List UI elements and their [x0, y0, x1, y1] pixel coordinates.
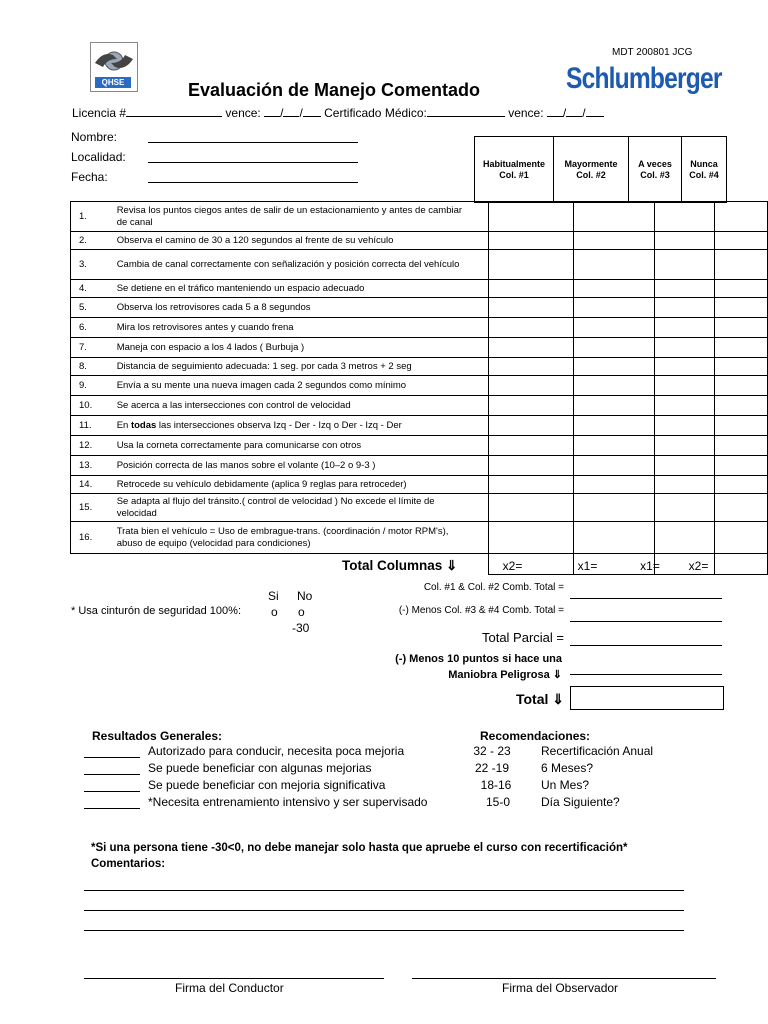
score-cell-col2[interactable]: [574, 436, 655, 456]
score-cell-col3[interactable]: [654, 232, 714, 250]
table-row: [71, 494, 768, 522]
comb12-field[interactable]: [570, 598, 722, 599]
multiplier-col4: x2=: [688, 559, 709, 573]
firma-conductor-label: Firma del Conductor: [175, 981, 284, 995]
score-cell-col2[interactable]: [574, 416, 655, 436]
vence-month-field[interactable]: [283, 105, 299, 117]
table-row: [71, 250, 768, 280]
licencia-field[interactable]: [126, 105, 222, 117]
comentarios-line-1[interactable]: [84, 890, 684, 891]
score-cell-col4[interactable]: [714, 358, 767, 376]
resultado-check-4[interactable]: [84, 808, 140, 809]
score-cell-col3[interactable]: [654, 416, 714, 436]
score-cell-col3[interactable]: [654, 202, 714, 232]
item-number: 13.: [71, 456, 113, 476]
comentarios-label: Comentarios:: [91, 858, 166, 870]
score-cell-col2[interactable]: [574, 250, 655, 280]
item-text: Posición correcta de las manos sobre el volante (10–2 o 9-3 ): [113, 456, 489, 476]
menos10-field[interactable]: [570, 674, 722, 675]
vence-label: vence:: [225, 106, 261, 120]
column-header-table: [474, 136, 727, 203]
score-cell-col4[interactable]: [714, 416, 767, 436]
score-cell-col4[interactable]: [714, 376, 767, 396]
score-cell-col2[interactable]: [574, 376, 655, 396]
table-row: [71, 298, 768, 318]
item-number: 15.: [71, 494, 113, 522]
menos10-label: (-) Menos 10 puntos si hace una: [395, 653, 562, 665]
score-cell-col4[interactable]: [714, 494, 767, 522]
table-row: [71, 280, 768, 298]
item-text: Mira los retrovisores antes y cuando frena: [113, 318, 489, 338]
item-number: 4.: [71, 280, 113, 298]
score-cell-col1[interactable]: [489, 250, 574, 280]
score-cell-col4[interactable]: [714, 436, 767, 456]
column-header-1: Habitualmente Col. #1: [475, 137, 554, 203]
nombre-field[interactable]: [148, 142, 358, 143]
score-cell-col1[interactable]: [489, 376, 574, 396]
resultado-3: Se puede beneficiar con mejoria significativa: [148, 778, 386, 792]
fecha-label: Fecha:: [71, 170, 108, 184]
vence2-month-field[interactable]: [566, 105, 582, 117]
table-row: [71, 476, 768, 494]
certificado-label: Certificado Médico:: [324, 106, 427, 120]
rec-range-4: 15-0: [485, 795, 511, 809]
column-header-2: Mayormente Col. #2: [554, 137, 629, 203]
score-cell-col4[interactable]: [714, 202, 767, 232]
vence-label-2: vence:: [508, 106, 544, 120]
rec-range-1: 32 - 23: [473, 744, 511, 758]
item-number: 5.: [71, 298, 113, 318]
item-text: Revisa los puntos ciegos antes de salir de un estacionamiento y antes de cambiar de canal: [113, 202, 489, 232]
vence-day-field[interactable]: [264, 105, 280, 117]
score-cell-col3[interactable]: [654, 476, 714, 494]
resultado-check-1[interactable]: [84, 757, 140, 758]
score-cell-col2[interactable]: [574, 338, 655, 358]
item-text: Trata bien el vehículo = Uso de embrague-trans. (coordinación / motor RPM's), abuso de equipo (velocidad para condiciones): [113, 522, 489, 554]
seatbelt-si-option[interactable]: o: [271, 605, 278, 619]
item-text: Se adapta al flujo del tránsito.( control de velocidad ) No excede el límite de velocidad: [113, 494, 489, 522]
score-cell-col4[interactable]: [714, 280, 767, 298]
item-text: Cambia de canal correctamente con señalización y posición correcta del vehículo: [113, 250, 489, 280]
multiplier-col2: x1=: [577, 559, 598, 573]
date-separator: /: [280, 106, 284, 120]
item-text-post: las intersecciones observa Izq - Der - Izq o Der - Izq - Der: [156, 419, 402, 431]
nombre-label: Nombre:: [71, 130, 118, 144]
vence-year-field[interactable]: [303, 105, 321, 117]
score-cell-col4[interactable]: [714, 298, 767, 318]
score-cell-col3[interactable]: [654, 376, 714, 396]
score-cell-col4[interactable]: [714, 250, 767, 280]
comb34-field[interactable]: [570, 621, 722, 622]
score-cell-col4[interactable]: [714, 476, 767, 494]
rec-range-3: 18-16: [480, 778, 512, 792]
table-row: [71, 416, 768, 436]
item-text: Envía a su mente una nueva imagen cada 2 segundos como mínimo: [113, 376, 489, 396]
resultado-2: Se puede beneficiar con algunas mejorias: [148, 761, 372, 775]
date-separator: /: [299, 106, 303, 120]
item-number: 8.: [71, 358, 113, 376]
comb34-label: (-) Menos Col. #3 & #4 Comb. Total =: [398, 605, 564, 616]
score-cell-col3[interactable]: [654, 436, 714, 456]
recomendaciones-title: Recomendaciones:: [480, 729, 591, 743]
item-text: Observa el camino de 30 a 120 segundos al frente de su vehículo: [113, 232, 489, 250]
table-row: [71, 338, 768, 358]
score-cell-col1[interactable]: [489, 338, 574, 358]
score-cell-col4[interactable]: [714, 396, 767, 416]
item-number: 12.: [71, 436, 113, 456]
item-text: Maneja con espacio a los 4 lados ( Burbuja ): [113, 338, 489, 358]
score-cell-col3[interactable]: [654, 250, 714, 280]
firma-observador-line[interactable]: [412, 978, 716, 979]
score-cell-col1[interactable]: [489, 232, 574, 250]
score-cell-col3[interactable]: [654, 456, 714, 476]
total-parcial-label: Total Parcial =: [481, 630, 564, 645]
brand-logo: Schlumberger: [566, 62, 722, 95]
score-cell-col1[interactable]: [489, 280, 574, 298]
localidad-field[interactable]: [148, 162, 358, 163]
item-number: 9.: [71, 376, 113, 396]
rec-text-4: Día Siguiente?: [541, 795, 620, 809]
score-cell-col3[interactable]: [654, 358, 714, 376]
score-cell-col1[interactable]: [489, 318, 574, 338]
page-title: Evaluación de Manejo Comentado: [188, 80, 481, 100]
rec-text-3: Un Mes?: [541, 778, 590, 792]
score-cell-col1[interactable]: [489, 416, 574, 436]
resultado-1: Autorizado para conducir, necesita poca mejoria: [148, 744, 405, 758]
score-cell-col3[interactable]: [654, 280, 714, 298]
comentarios-line-3[interactable]: [84, 930, 684, 931]
rec-text-2: 6 Meses?: [541, 761, 594, 775]
date-separator: /: [582, 106, 586, 120]
column-header-3: A veces Col. #3: [629, 137, 682, 203]
table-row: [71, 358, 768, 376]
total-field[interactable]: [570, 686, 724, 710]
score-cell-col2[interactable]: [574, 456, 655, 476]
score-cell-col3[interactable]: [654, 522, 714, 554]
item-number: 14.: [71, 476, 113, 494]
table-row: [71, 456, 768, 476]
resultados-title: Resultados Generales:: [92, 729, 223, 743]
item-text-pre: En: [116, 419, 131, 431]
maniobra-label: Maniobra Peligrosa ⇓: [448, 669, 562, 681]
item-text: Observa los retrovisores cada 5 a 8 segundos: [113, 298, 489, 318]
score-cell-col3[interactable]: [654, 338, 714, 358]
comentarios-line-2[interactable]: [84, 910, 684, 911]
vence2-day-field[interactable]: [547, 105, 563, 117]
score-cell-col2[interactable]: [574, 232, 655, 250]
seatbelt-no-option[interactable]: o: [298, 605, 305, 619]
item-number: 2.: [71, 232, 113, 250]
total-columnas-label: Total Columnas ⇓: [342, 558, 458, 573]
item-text: Distancia de seguimiento adecuada: 1 seg. por cada 3 metros + 2 seg: [113, 358, 489, 376]
score-cell-col4[interactable]: [714, 456, 767, 476]
firma-conductor-line[interactable]: [84, 978, 384, 979]
score-cell-col2[interactable]: [574, 476, 655, 494]
item-number: 3.: [71, 250, 113, 280]
item-text: Usa la corneta correctamente para comunicarse con otros: [113, 436, 489, 456]
total-cell-col4[interactable]: [714, 554, 767, 575]
score-cell-col3[interactable]: [654, 318, 714, 338]
score-cell-col1[interactable]: [489, 396, 574, 416]
item-text: [113, 416, 489, 436]
score-cell-col3[interactable]: [654, 298, 714, 318]
item-text: Se acerca a las intersecciones con control de velocidad: [113, 396, 489, 416]
qhse-logo: [90, 42, 138, 92]
seatbelt-penalty: -30: [292, 621, 310, 635]
seatbelt-no: No: [297, 589, 313, 603]
score-cell-col2[interactable]: [574, 298, 655, 318]
resultado-4: *Necesita entrenamiento intensivo y ser supervisado: [148, 795, 428, 809]
table-row: [71, 522, 768, 554]
score-cell-col2[interactable]: [574, 522, 655, 554]
score-cell-col2[interactable]: [574, 396, 655, 416]
seatbelt-si: Si: [268, 589, 279, 603]
hands-globe-icon: [91, 43, 137, 77]
score-cell-col1[interactable]: [489, 494, 574, 522]
score-cell-col1[interactable]: [489, 456, 574, 476]
total-parcial-field[interactable]: [570, 645, 722, 646]
multiplier-col1: x2=: [502, 559, 523, 573]
vence2-year-field[interactable]: [586, 105, 604, 117]
score-cell-col4[interactable]: [714, 338, 767, 358]
score-cell-col2[interactable]: [574, 494, 655, 522]
score-cell-col4[interactable]: [714, 232, 767, 250]
score-cell-col1[interactable]: [489, 476, 574, 494]
certificado-field[interactable]: [427, 105, 505, 117]
table-row: [71, 436, 768, 456]
score-cell-col1[interactable]: [489, 358, 574, 376]
item-number: 7.: [71, 338, 113, 358]
score-cell-col2[interactable]: [574, 318, 655, 338]
table-row: [71, 318, 768, 338]
score-cell-col2[interactable]: [574, 358, 655, 376]
resultado-check-3[interactable]: [84, 791, 140, 792]
item-text: Se detiene en el tráfico manteniendo un espacio adecuado: [113, 280, 489, 298]
score-cell-col2[interactable]: [574, 280, 655, 298]
item-number: 11.: [71, 416, 113, 436]
score-cell-col1[interactable]: [489, 298, 574, 318]
warning-note: *Si una persona tiene -30<0, no debe manejar solo hasta que apruebe el curso con recertificación*: [91, 842, 628, 854]
rec-range-2: 22 -19: [474, 761, 510, 775]
table-row: [71, 396, 768, 416]
table-row: [71, 202, 768, 232]
item-number: 1.: [71, 202, 113, 232]
licencia-line: [72, 105, 604, 120]
seatbelt-label: * Usa cinturón de seguridad 100%:: [71, 605, 241, 617]
score-cell-col4[interactable]: [714, 522, 767, 554]
fecha-field[interactable]: [148, 182, 358, 183]
item-text: Retrocede su vehículo debidamente (aplica 9 reglas para retroceder): [113, 476, 489, 494]
score-cell-col1[interactable]: [489, 522, 574, 554]
table-row: [71, 376, 768, 396]
score-cell-col1[interactable]: [489, 202, 574, 232]
multiplier-col3: x1=: [640, 559, 660, 573]
resultado-check-2[interactable]: [84, 774, 140, 775]
rec-text-1: Recertificación Anual: [541, 744, 654, 758]
date-separator: /: [562, 106, 567, 120]
localidad-label: Localidad:: [71, 150, 126, 164]
item-text-bold: todas: [130, 419, 157, 431]
score-cell-col1[interactable]: [489, 436, 574, 456]
comb12-label: Col. #1 & Col. #2 Comb. Total =: [423, 582, 564, 593]
score-cell-col3[interactable]: [654, 494, 714, 522]
column-header-4: Nunca Col. #4: [682, 137, 727, 203]
item-number: 6.: [71, 318, 113, 338]
document-code: MDT 200801 JCG: [612, 47, 693, 58]
table-row: [71, 232, 768, 250]
score-cell-col2[interactable]: [574, 202, 655, 232]
total-label: Total ⇓: [515, 691, 564, 707]
logo-label: QHSE: [95, 77, 131, 88]
licencia-label: Licencia #: [72, 106, 127, 120]
score-cell-col3[interactable]: [654, 396, 714, 416]
score-cell-col4[interactable]: [714, 318, 767, 338]
item-number: 16.: [71, 522, 113, 554]
item-number: 10.: [71, 396, 113, 416]
firma-observador-label: Firma del Observador: [502, 981, 619, 995]
evaluation-table: [70, 201, 768, 575]
